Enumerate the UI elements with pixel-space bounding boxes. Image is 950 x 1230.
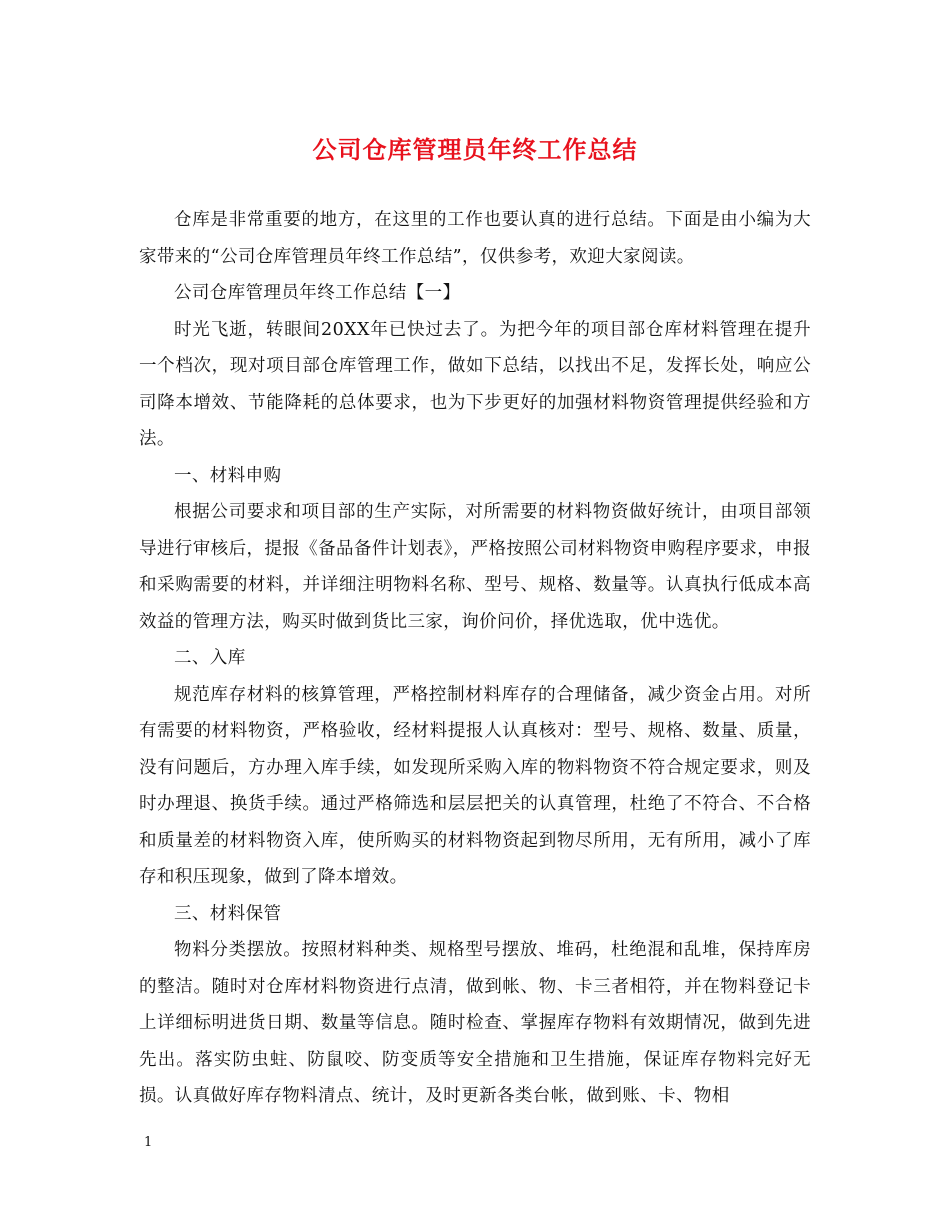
material-storage-paragraph: 物料分类摆放。按照材料种类、规格型号摆放、堆码，杜绝混和乱堆，保持库房的整洁。随时对仓库材料物资进行点清，做到帐、物、卡三者相符，并在物料登记卡上详细标明进货日期、数量等信息。随时检查、掌握库存物料有效期情况，做到先进先出。落实防虫蛀、防鼠咬、防变质等安全措施和卫生措施，保证库存物料完好无损。认真做好库存物料清点、统计，及时更新各类台帐，做到账、卡、物相: [139, 940, 811, 1106]
section-heading-warehousing: 二、入库: [174, 648, 246, 668]
intro-paragraph: 仓库是非常重要的地方，在这里的工作也要认真的进行总结。下面是由小编为大家带来的“公司仓库管理员年终工作总结”，仅供参考，欢迎大家阅读。: [139, 210, 811, 267]
section-heading-material-purchase: 一、材料申购: [174, 465, 282, 486]
opening-paragraph: 时光飞逝，转眼间20XX年已快过去了。为把今年的项目部仓库材料管理在提升一个档次，现对项目部仓库管理工作，做如下总结，以找出不足，发挥长处，响应公司降本增效、节能降耗的总体要求，也为下步更好的加强材料物资管理提供经验和方法。: [139, 319, 811, 449]
warehousing-paragraph: 规范库存材料的核算管理，严格控制材料库存的合理储备，减少资金占用。对所有需要的材料物资，严格验收，经材料提报人认真核对：型号、规格、数量、质量，没有问题后，方办理入库手续，如发现所采购入库的物料物资不符合规定要求，则及时办理退、换货手续。通过严格筛选和层层把关的认真管理，杜绝了不符合、不合格和质量差的材料物资入库，使所购买的材料物资起到物尽所用，无有所用，减小了库存和积压现象，做到了降本增效。: [139, 684, 811, 887]
section-heading-material-storage: 三、材料保管: [174, 903, 282, 924]
page-number: 1: [144, 1135, 153, 1150]
document-body: [139, 202, 811, 1115]
material-purchase-paragraph: 根据公司要求和项目部的生产实际，对所需要的材料物资做好统计，由项目部领导进行审核后，提报《备品备件计划表》，严格按照公司材料物资申购程序要求，申报和采购需要的材料，并详细注明物料名称、型号、规格、数量等。认真执行低成本高效益的管理方法，购买时做到货比三家，询价问价，择优选取，优中选优。: [139, 502, 811, 632]
document-title: 公司仓库管理员年终工作总结: [312, 135, 638, 164]
section-heading-summary-one: 公司仓库管理员年终工作总结【一】: [174, 283, 461, 303]
